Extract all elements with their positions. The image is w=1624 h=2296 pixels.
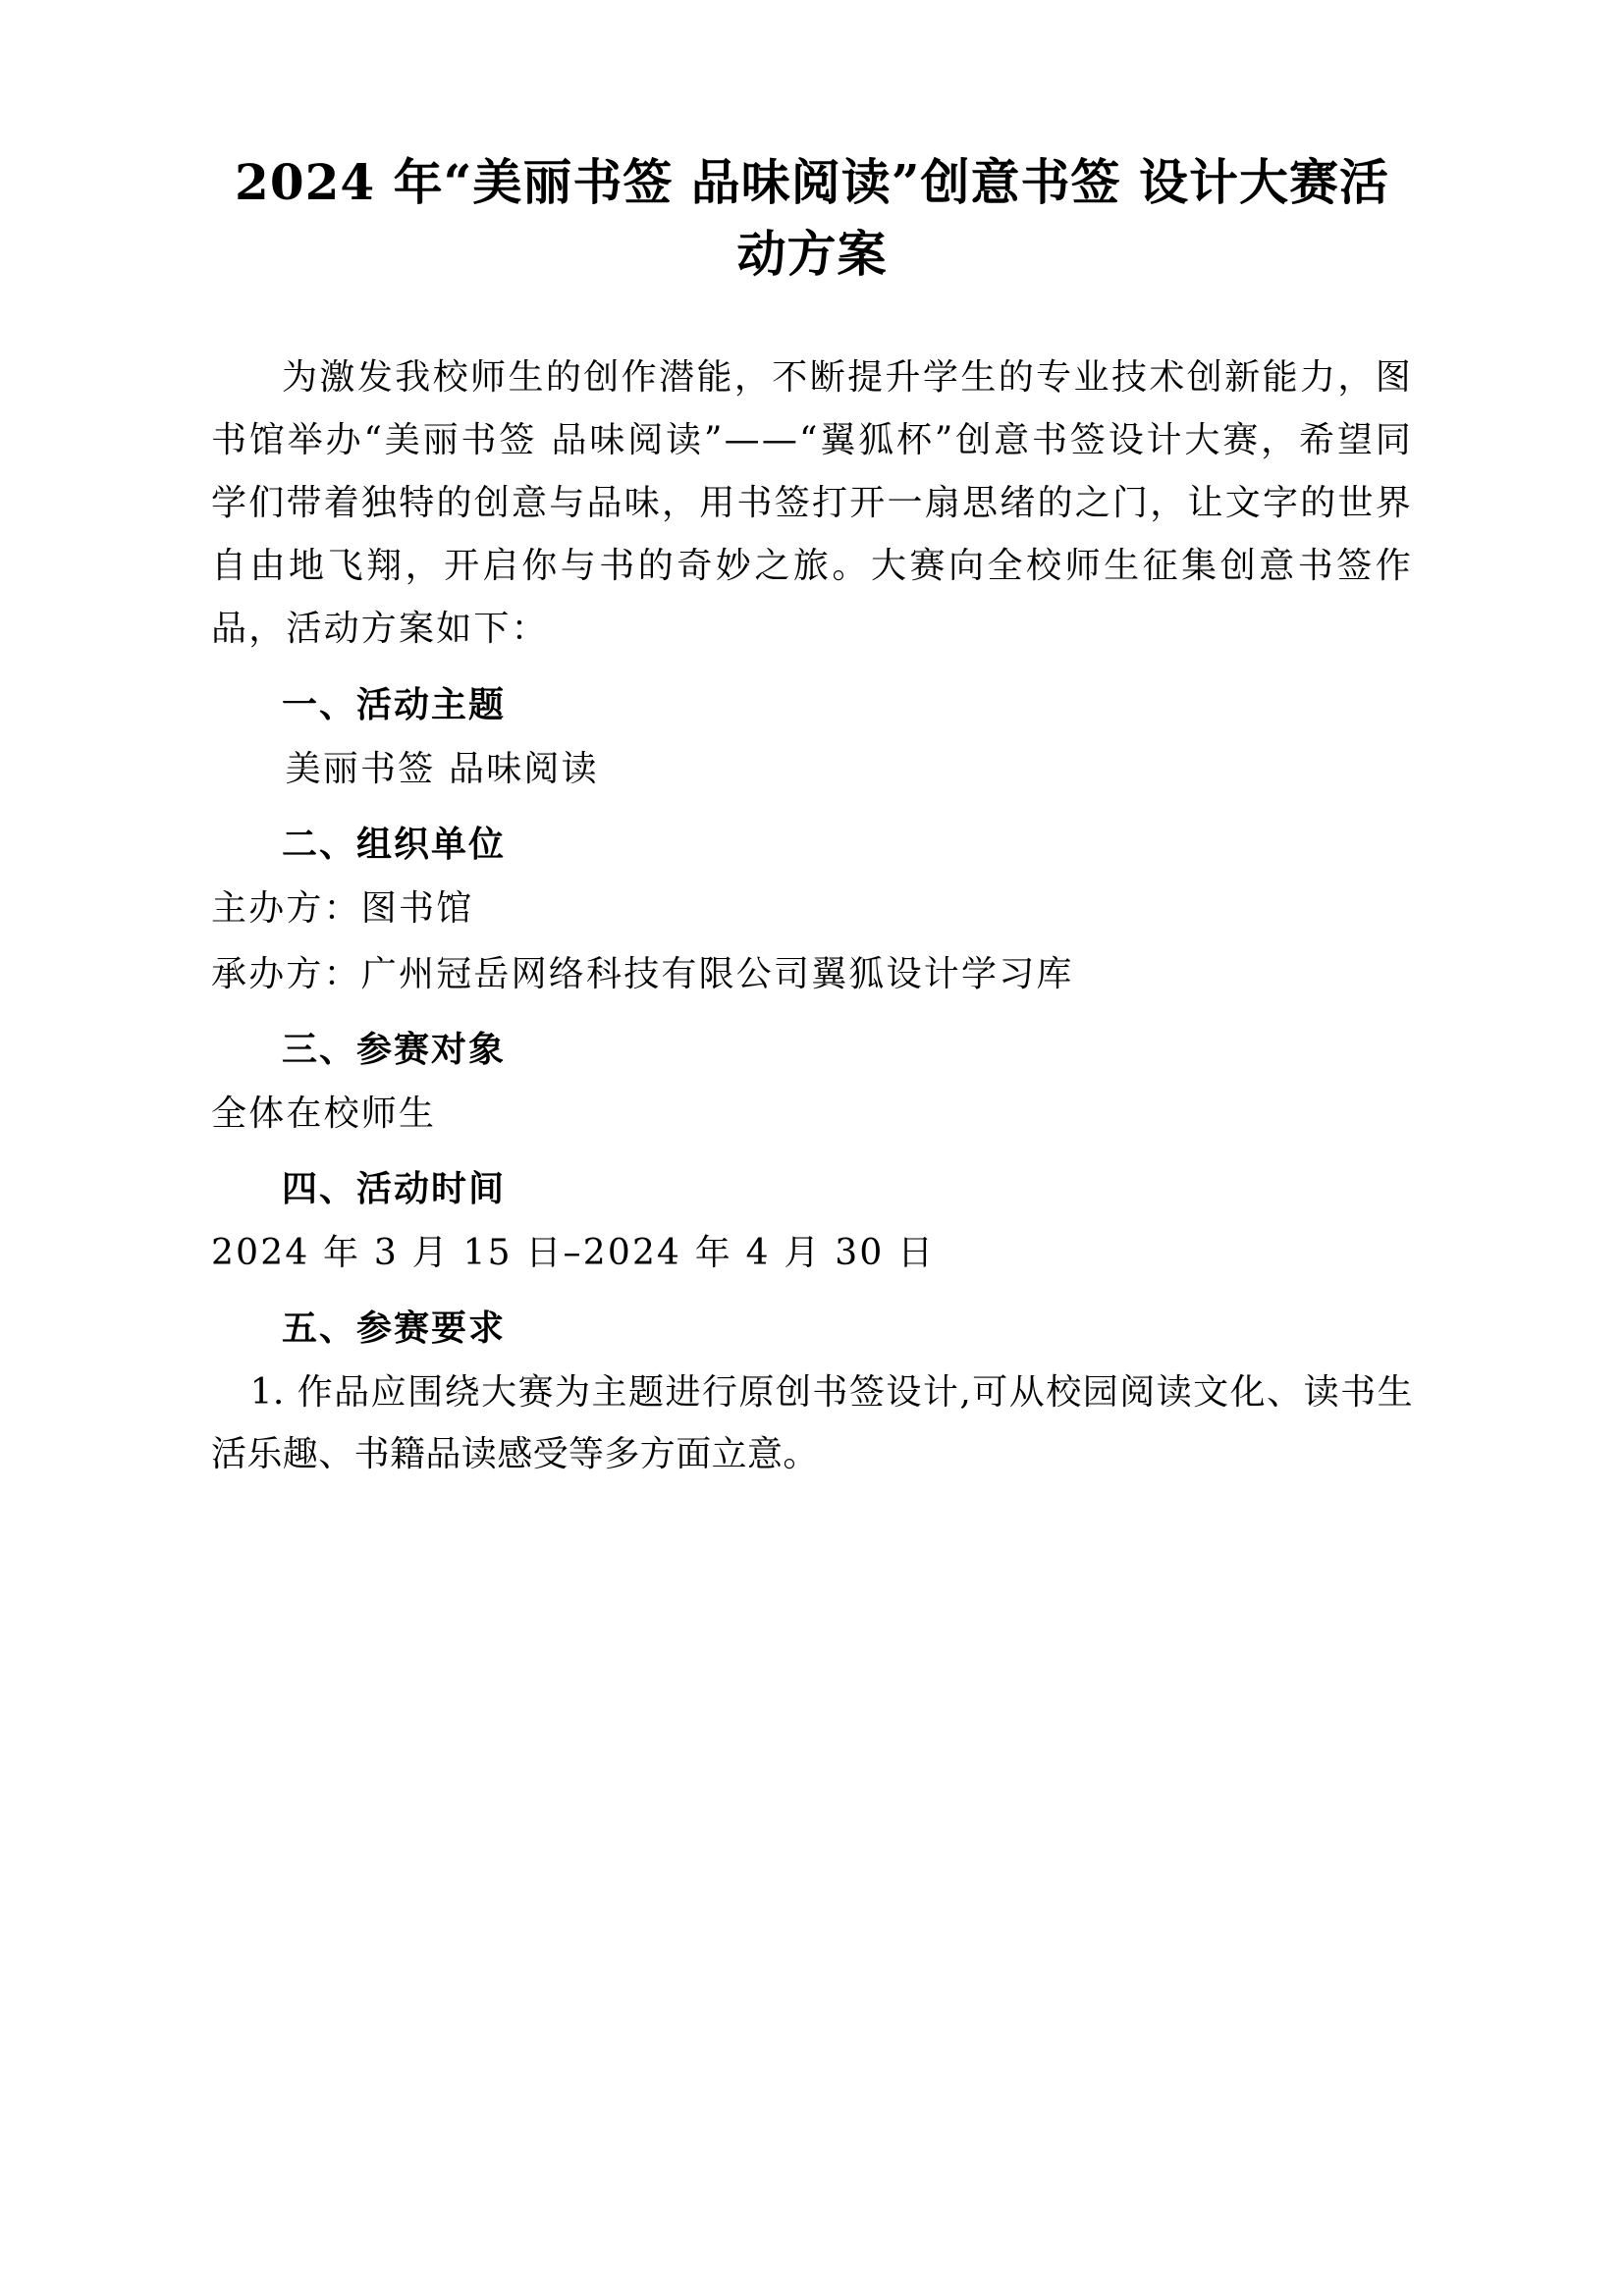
section-heading-schedule: 四、活动时间 [282, 1168, 507, 1210]
intro-paragraph: 为激发我校师生的创作潜能，不断提升学生的专业技术创新能力，图书馆举办“美丽书签 品味阅读”——“翼狐杯”创意书签设计大赛，希望同学们带着独特的创意与品味，用书签打开一扇思绪的之门，让文字的世界自由地飞翔，开启你与书的奇妙之旅。大赛向全校师生征集创意书签作品，活动方案如下： [211, 357, 1413, 650]
section-text-theme: 美丽书签 品味阅读 [285, 749, 599, 790]
page-title: 2024 年“美丽书签 品味阅读”创意书签 设计大赛活动方案 [235, 153, 1389, 283]
section-text-requirement-1: 1. 作品应围绕大赛为主题进行原创书签设计,可从校园阅读文化、读书生活乐趣、书籍品读感受等多方面立意。 [211, 1372, 1413, 1475]
section-heading-requirements: 五、参赛要求 [282, 1308, 507, 1350]
section-heading-organizers: 二、组织单位 [282, 824, 507, 866]
section-text-coorganizer: 承办方：广州冠岳网络科技有限公司翼狐设计学习库 [211, 954, 1074, 995]
section-text-participants: 全体在校师生 [211, 1094, 437, 1135]
section-heading-participants: 三、参赛对象 [282, 1029, 507, 1071]
section-heading-theme: 一、活动主题 [282, 684, 507, 726]
section-text-schedule: 2024 年 3 月 15 日–2024 年 4 月 30 日 [211, 1233, 936, 1274]
section-text-host: 主办方：图书馆 [211, 888, 474, 930]
